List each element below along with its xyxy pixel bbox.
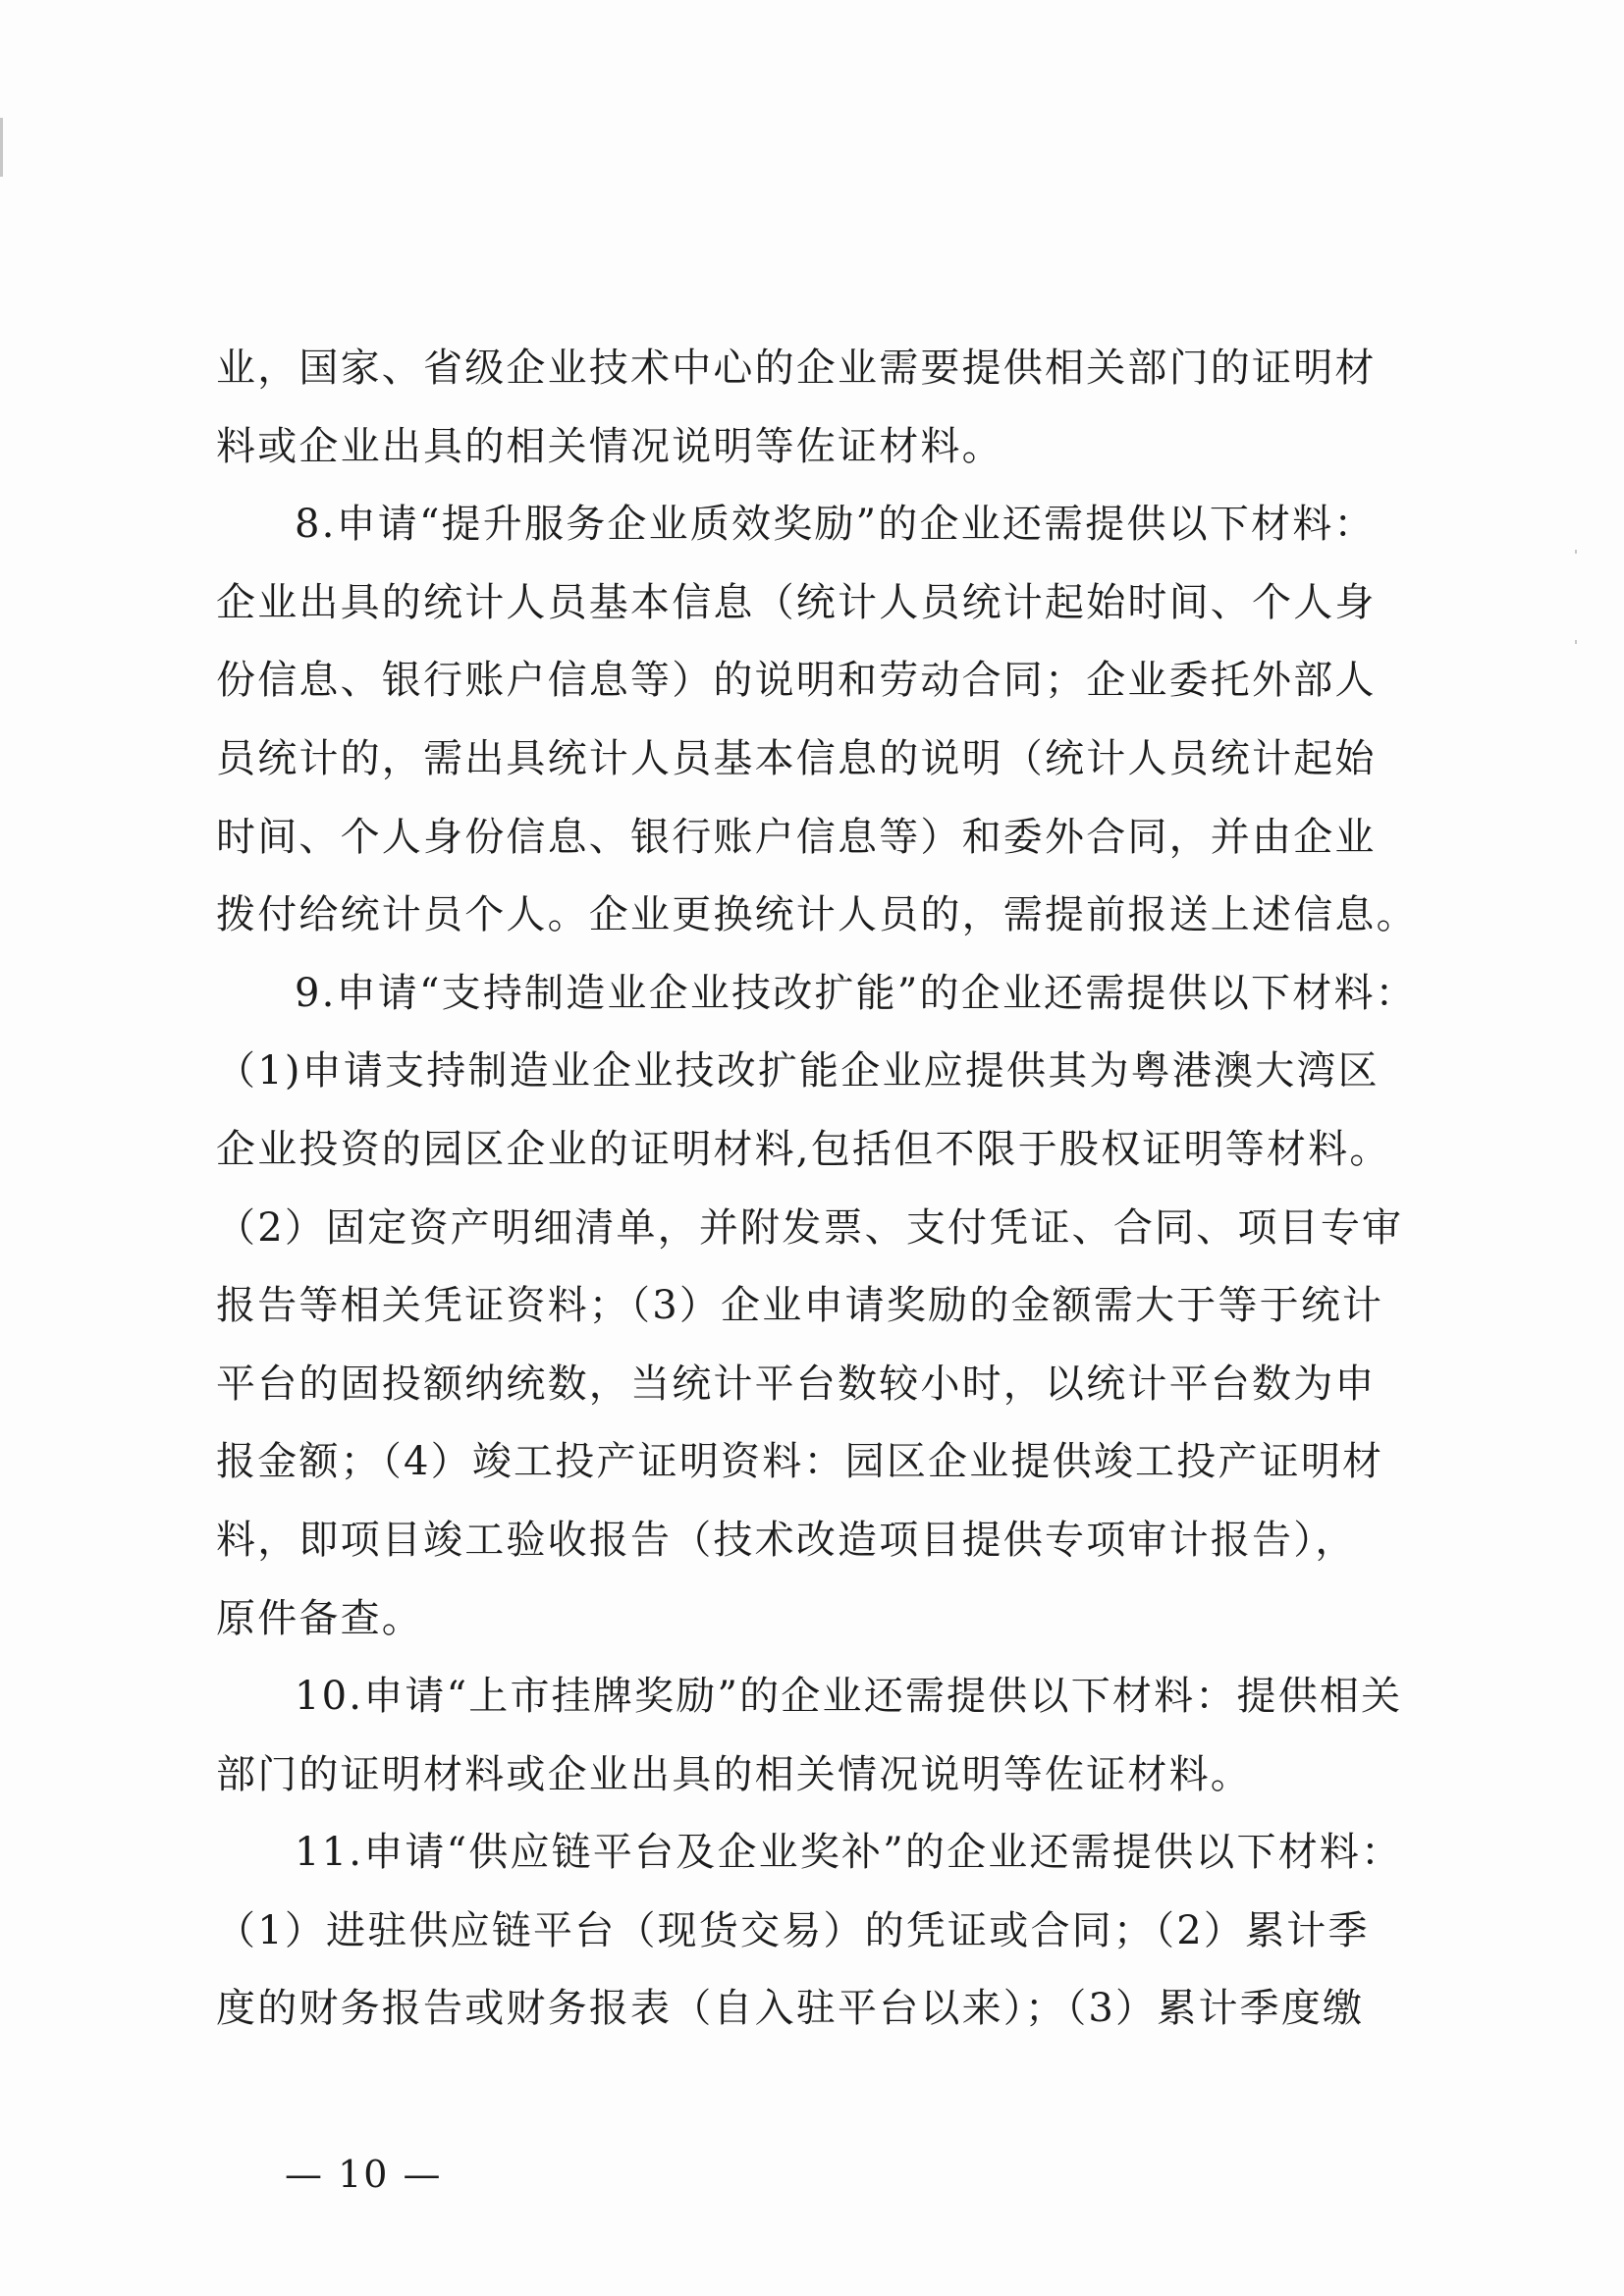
text-line: 报金额；（4）竣工投产证明资料：园区企业提供竣工投产证明材 [216,1439,1384,1485]
scan-edge-mark [0,118,3,177]
text-line: （1)申请支持制造业企业技改扩能企业应提供其为粤港澳大湾区 [216,1048,1380,1095]
text-line: （2）固定资产明细清单，并附发票、支付凭证、合同、项目专审 [216,1204,1404,1251]
text-line: 部门的证明材料或企业出具的相关情况说明等佐证材料。 [216,1751,1252,1797]
text-line: 料或企业出具的相关情况说明等佐证材料。 [216,423,1003,469]
text-line: 原件备查。 [216,1595,423,1641]
scan-edge-mark [1575,550,1577,554]
body-text [216,330,1420,2049]
text-line: 报告等相关凭证资料；（3）企业申请奖励的金额需大于等于统计 [216,1283,1384,1329]
text-line: 时间、个人身份信息、银行账户信息等）和委外合同，并由企业 [216,814,1377,860]
text-line: 企业投资的园区企业的证明材料,包括但不限于股权证明等材料。 [216,1126,1391,1172]
paragraph-start-9: 9.申请“支持制造业企业技改扩能”的企业还需提供以下材料： [295,970,1417,1016]
page-number: — 10 — [285,2153,443,2196]
paragraph-start-10: 10.申请“上市挂牌奖励”的企业还需提供以下材料：提供相关 [295,1674,1403,1720]
text-line: 度的财务报告或财务报表（自入驻平台以来）；（3）累计季度缴 [216,1986,1365,2032]
paragraph-start-8: 8.申请“提升服务企业质效奖励”的企业还需提供以下材料： [295,502,1376,548]
text-line: 企业出具的统计人员基本信息（统计人员统计起始时间、个人身 [216,579,1377,625]
paragraph-start-11: 11.申请“供应链平台及企业奖补”的企业还需提供以下材料： [295,1830,1403,1876]
text-line: （1）进驻供应链平台（现货交易）的凭证或合同；（2）累计季 [216,1907,1370,1953]
text-line: 料，即项目竣工验收报告（技术改造项目提供专项审计报告）， [216,1517,1357,1563]
text-line: 平台的固投额纳统数，当统计平台数较小时，以统计平台数为申 [216,1361,1377,1407]
scan-edge-mark [1575,640,1577,644]
text-line: 业，国家、省级企业技术中心的企业需要提供相关部门的证明材 [216,346,1377,391]
text-line: 份信息、银行账户信息等）的说明和劳动合同；企业委托外部人 [216,658,1377,704]
text-line: 拨付给统计员个人。企业更换统计人员的，需提前报送上述信息。 [216,892,1418,938]
text-line: 员统计的，需出具统计人员基本信息的说明（统计人员统计起始 [216,735,1377,781]
